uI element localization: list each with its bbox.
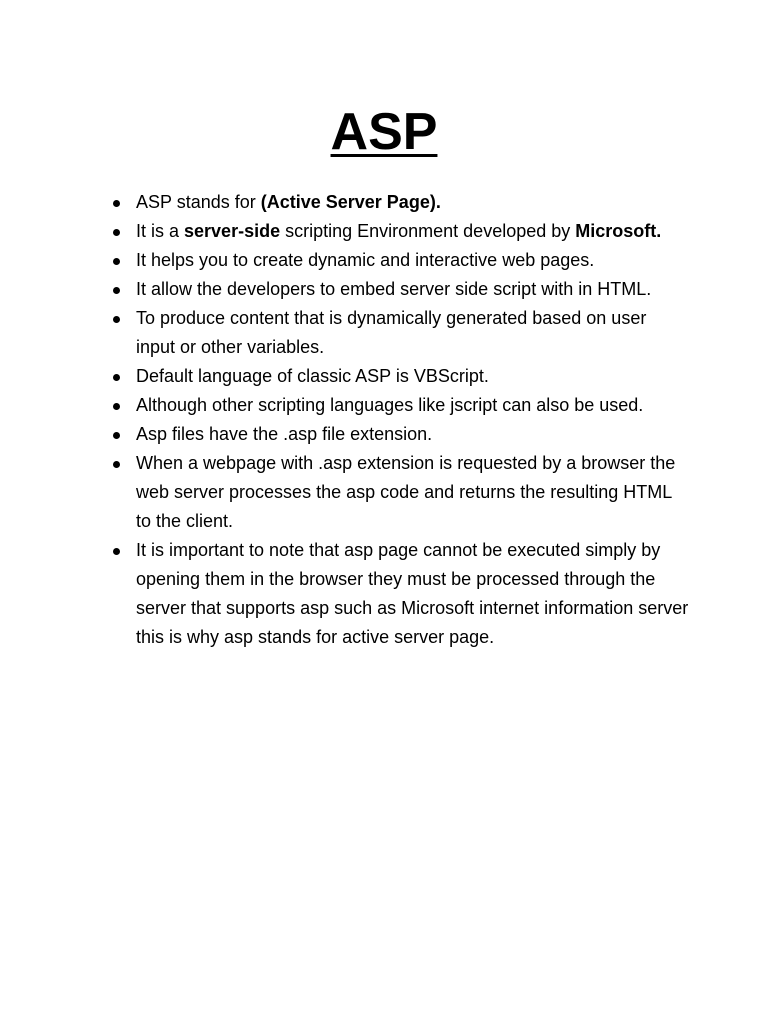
list-item [110,304,690,362]
bullet-icon [113,548,120,555]
bullet-icon [113,432,120,439]
bullet-icon [113,200,120,207]
list-item [110,217,690,246]
bullet-text: It helps you to create dynamic and interactive web pages. [136,250,595,270]
bullet-icon [113,461,120,468]
bullet-icon [113,229,120,236]
bullet-icon [113,374,120,381]
bullet-icon [113,403,120,410]
bullet-icon [113,258,120,265]
bullet-text: It allow the developers to embed server side script with in HTML. [136,279,652,299]
page-title: ASP [330,103,438,161]
bullet-text: Asp files have the .asp file extension. [136,424,433,444]
bullet-segment-bold: Microsoft. [575,221,662,241]
bullet-segment: scripting Environment developed by [280,221,576,241]
list-item [110,420,690,449]
bullet-text: Default language of classic ASP is VBScript. [136,366,489,386]
list-item [110,188,690,217]
bullet-text: To produce content that is dynamically generated based on user input or other variables. [136,308,647,357]
bullet-text [136,192,441,212]
list-item [110,362,690,391]
bullet-text: When a webpage with .asp extension is requested by a browser the web server processes the asp code and returns the resulting HTML to the client. [136,453,676,531]
bullet-text: It is important to note that asp page cannot be executed simply by opening them in the browser they must be processed through the server that supports asp such as Microsoft internet information server this is why asp stands for active server page. [136,540,689,647]
list-item [110,449,690,536]
list-item [110,391,690,420]
bullet-segment: It is a [136,221,185,241]
list-item [110,536,690,652]
bullet-text [136,221,661,241]
bullet-segment-bold: (Active Server Page). [260,192,441,212]
list-item [110,246,690,275]
bullet-icon [113,287,120,294]
bullet-icon [113,316,120,323]
bullet-list [110,188,690,652]
bullet-segment-bold: server-side [184,221,281,241]
list-item [110,275,690,304]
bullet-segment: ASP stands for [136,192,261,212]
bullet-text: Although other scripting languages like jscript can also be used. [136,395,644,415]
